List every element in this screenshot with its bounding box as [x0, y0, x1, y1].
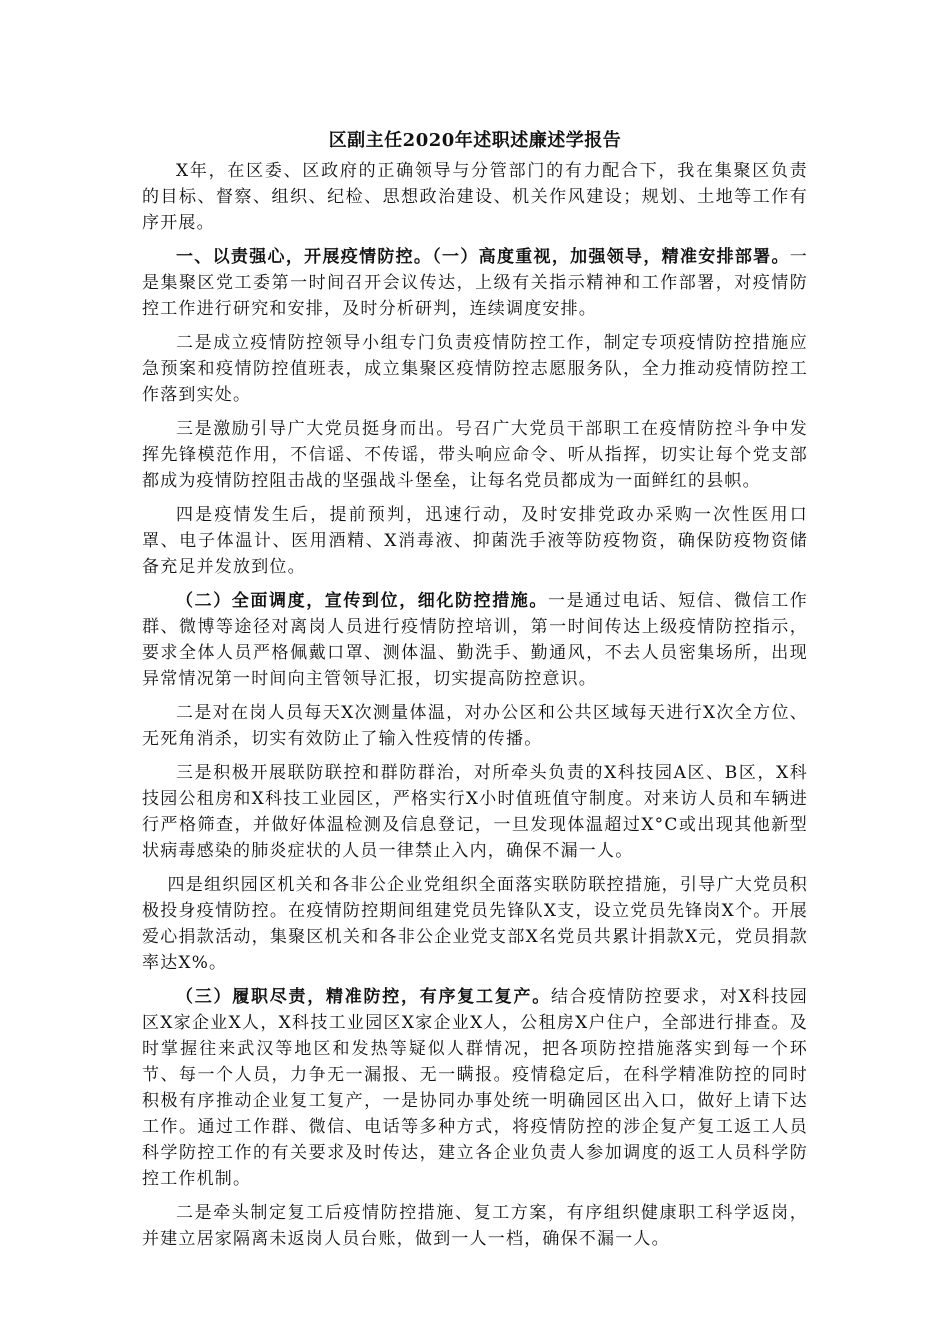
paragraph-text: 三是激励引导广大党员挺身而出。号召广大党员干部职工在疫情防控斗争中发挥先锋模范作用，不信谣、不传谣，带头响应命令、听从指挥，切实让每个党支部都成为疫情防控阻击战的坚强战斗堡垒，让每名党员都成为一面鲜红的县帜。 [142, 419, 808, 491]
paragraph-text: 四是疫情发生后，提前预判，迅速行动，及时安排党政办采购一次性医用口罩、电子体温计、医用酒精、X消毒液、抑菌洗手液等防疫物资，确保防疫物资储备充足并发放到位。 [142, 505, 808, 577]
paragraph-text: 二是成立疫情防控领导小组专门负责疫情防控工作，制定专项疫情防控措施应急预案和疫情防控值班表，成立集聚区疫情防控志愿服务队，全力推动疫情防控工作落到实处。 [142, 333, 808, 405]
paragraph-intro [142, 158, 808, 236]
paragraph-text: 三是积极开展联防联控和群防群治，对所牵头负责的X科技园A区、B区，X科技园公租房和X科技工业园区，严格实行X小时值班值守制度。对来访人员和车辆进行严格筛查，并做好体温检测及信息登记，一旦发现体温超过X°C或出现其他新型状病毒感染的肺炎症状的人员一律禁止入内，确保不漏一人。 [142, 763, 808, 861]
paragraph-item [142, 502, 808, 580]
paragraph-item [142, 760, 808, 864]
paragraph-heading: （二）全面调度，宣传到位，细化防控措施。 [176, 591, 548, 611]
paragraph-text: 二是牵头制定复工后疫情防控措施、复工方案，有序组织健康职工科学返岗，并建立居家隔离未返岗人员台账，做到一人一档，确保不漏一人。 [142, 1203, 808, 1249]
paragraph-text: 四是组织园区机关和各非公企业党组织全面落实联防联控措施，引导广大党员积极投身疫情防控。在疫情防控期间组建党员先锋队X支，设立党员先锋岗X个。开展爱心捐款活动，集聚区机关和各非公企业党支部X名党员共累计捐款X元，党员捐款率达X%。 [142, 875, 808, 973]
paragraph-heading: 一、以责强心，开展疫情防控。（一）高度重视，加强领导，精准安排部署。 [176, 247, 790, 267]
paragraph-heading: （三）履职尽责，精准防控，有序复工复产。 [176, 987, 551, 1007]
paragraph-text: 结合疫情防控要求，对X科技园区X家企业X人，X科技工业园区X家企业X人，公租房X户住户，全部进行排查。及时掌握往来武汉等地区和发热等疑似人群情况，把各项防控措施落实到每一个环节、每一个人员，力争无一漏报、无一瞒报。疫情稳定后，在科学精准防控的同时积极有序推动企业复工复产，一是协同办事处统一明确园区出入口，做好上请下达工作。通过工作群、微信、电话等多种方式，将疫情防控的涉企复产复工返工人员科学防控工作的有关要求及时传达，建立各企业负责人参加调度的返工人员科学防控工作机制。 [142, 987, 808, 1189]
paragraph-text: 一是集聚区党工委第一时间召开会议传达，上级有关指示精神和工作部署，对疫情防控工作进行研究和安排，及时分析研判，连续调度安排。 [142, 247, 808, 319]
paragraph-item [142, 1200, 808, 1252]
document-body [142, 128, 808, 1260]
paragraph-section-2 [142, 588, 808, 692]
paragraph-text: 二是对在岗人员每天X次测量体温，对办公区和公共区域每天进行X次全方位、无死角消杀，切实有效防止了输入性疫情的传播。 [142, 703, 808, 749]
document-title: 区副主任2020年述职述廉述学报告 [328, 130, 622, 151]
paragraph-text: X年，在区委、区政府的正确领导与分管部门的有力配合下，我在集聚区负责的目标、督察、组织、纪检、思想政治建设、机关作风建设；规划、土地等工作有序开展。 [142, 161, 808, 233]
paragraph-item [142, 416, 808, 494]
paragraph-item [142, 700, 808, 752]
paragraph-item [142, 872, 808, 976]
paragraph-text: 一是通过电话、短信、微信工作群、微博等途径对离岗人员进行疫情防控培训，第一时间传达上级疫情防控指示，要求全体人员严格佩戴口罩、测体温、勤洗手、勤通风，不去人员密集场所，出现异常情况第一时间向主管领导汇报，切实提高防控意识。 [142, 591, 808, 689]
paragraph-section-1 [142, 244, 808, 322]
paragraph-item [142, 330, 808, 408]
paragraph-section-3 [142, 984, 808, 1192]
